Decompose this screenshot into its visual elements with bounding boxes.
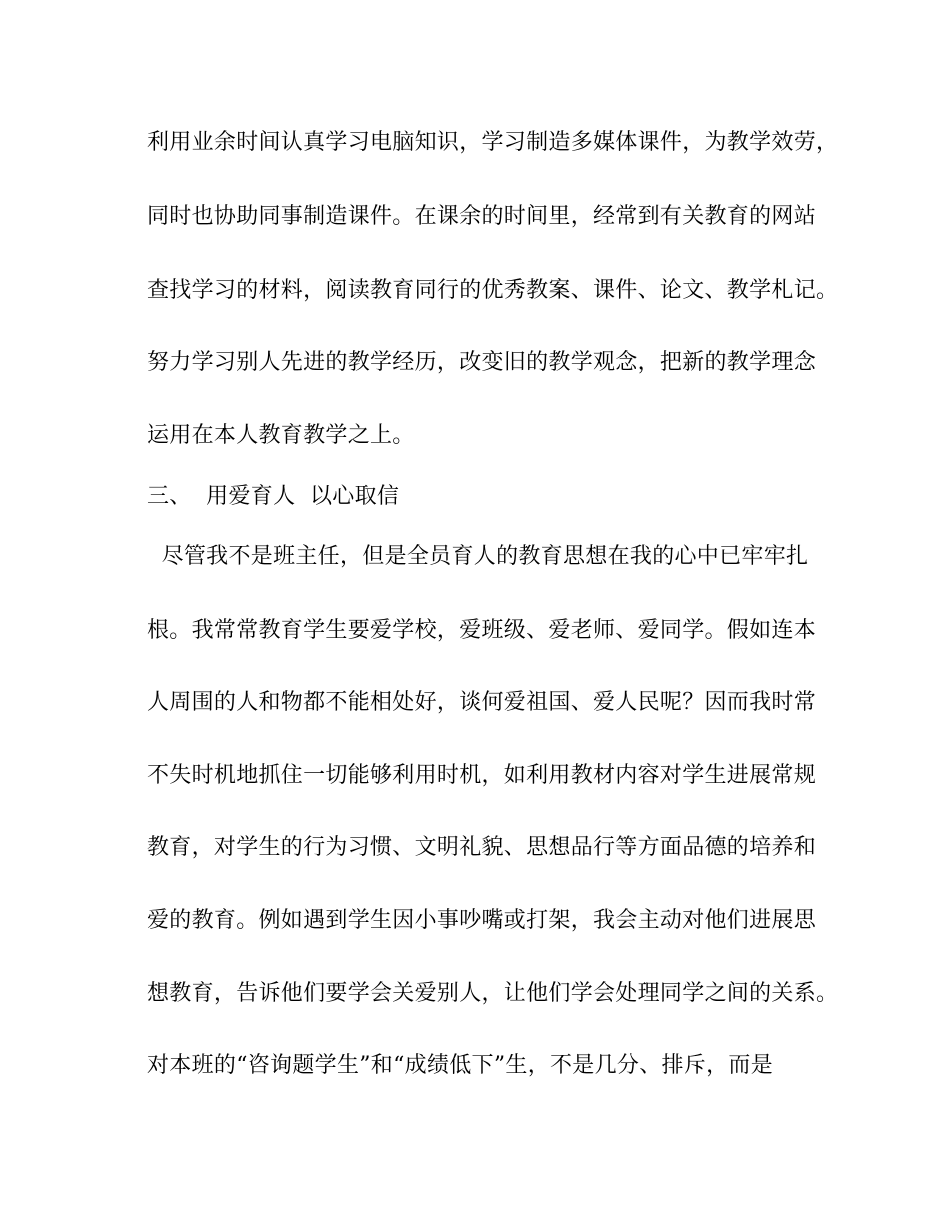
section-heading: 三、 用爱育人 以心取信 xyxy=(147,484,400,509)
paragraph-line: 利用业余时间认真学习电脑知识，学习制造多媒体课件，为教学效劳， xyxy=(147,130,839,155)
paragraph-line: 努力学习别人先进的教学经历，改变旧的教学观念，把新的教学理念 xyxy=(147,350,817,375)
paragraph-line: 同时也协助同事制造课件。在课余的时间里，经常到有关教育的网站 xyxy=(147,204,817,229)
paragraph-line: 不失时机地抓住一切能够利用时机，如利用教材内容对学生进展常规 xyxy=(147,763,817,788)
paragraph-line: 查找学习的材料，阅读教育同行的优秀教案、课件、论文、教学札记。 xyxy=(147,278,839,303)
paragraph-line: 运用在本人教育教学之上。 xyxy=(147,423,415,448)
paragraph-line: 爱的教育。例如遇到学生因小事吵嘴或打架，我会主动对他们进展思 xyxy=(147,908,817,933)
paragraph-line: 人周围的人和物都不能相处好，谈何爱祖国、爱人民呢？因而我时常 xyxy=(147,690,817,715)
paragraph-line: 教育，对学生的行为习惯、文明礼貌、思想品行等方面品德的培养和 xyxy=(147,835,817,860)
paragraph-line: 对本班的“咨询题学生”和“成绩低下”生，不是几分、排斥，而是 xyxy=(147,1053,773,1078)
paragraph-line: 根。我常常教育学生要爱学校，爱班级、爱老师、爱同学。假如连本 xyxy=(147,618,817,643)
paragraph-line: 想教育，告诉他们要学会关爱别人，让他们学会处理同学之间的关系。 xyxy=(147,981,839,1006)
paragraph-line: 尽管我不是班主任，但是全员育人的教育思想在我的心中已牢牢扎 xyxy=(147,544,809,569)
